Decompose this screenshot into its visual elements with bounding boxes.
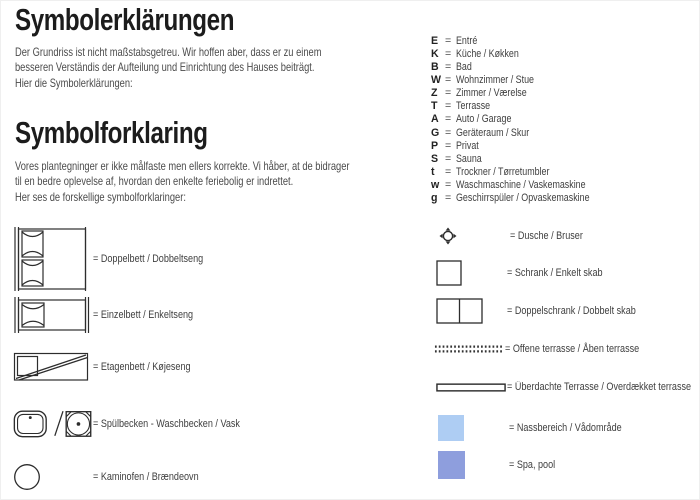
intro-danish-line: Her ses de forskellige symbolforklaringer: <box>15 189 186 204</box>
abbreviation-row <box>431 47 615 60</box>
abbreviation-row <box>431 192 615 205</box>
legend-row-covered-terrace <box>433 379 700 395</box>
legend-row-spa-pool <box>433 451 564 479</box>
abbrev-letter: w <box>431 179 440 192</box>
double-cabinet-icon <box>433 298 507 324</box>
legend-label: = Überdachte Terrasse / Overdækket terrasse <box>507 381 692 393</box>
equals-sign: = <box>445 73 452 86</box>
intro-german-line: Hier die Symbolerklärungen: <box>15 75 133 90</box>
equals-sign: = <box>445 34 452 47</box>
abbrev-label: Wohnzimmer / Stue <box>456 73 534 86</box>
equals-sign: = <box>445 152 452 165</box>
legend-label: = Einzelbett / Enkeltseng <box>93 309 194 321</box>
legend-row-open-terrace <box>433 341 665 357</box>
page-title-danish: Symbolforklaring <box>15 115 208 150</box>
legend-label: = Etagenbett / Køjeseng <box>93 361 191 373</box>
intro-german <box>15 45 321 91</box>
abbrev-letter: S <box>431 152 439 165</box>
equals-sign: = <box>445 139 452 152</box>
abbrev-label: Geschirrspüler / Opvaskemaskine <box>456 192 590 205</box>
legend-label: = Kaminofen / Brændeovn <box>93 471 199 483</box>
abbreviation-row <box>431 113 615 126</box>
abbreviation-list <box>431 34 615 205</box>
legend-row-single-cabinet <box>433 261 621 285</box>
abbreviation-row <box>431 126 615 139</box>
legend-label: = Spa, pool <box>509 459 556 471</box>
abbrev-label: Bad <box>456 60 472 73</box>
legend-row-stove <box>13 462 219 492</box>
abbrev-letter: g <box>431 192 438 205</box>
wet-area-icon <box>433 415 509 441</box>
abbrev-label: Zimmer / Værelse <box>456 87 527 100</box>
equals-sign: = <box>445 179 452 192</box>
abbreviation-row <box>431 34 615 47</box>
legend-label: = Schrank / Enkelt skab <box>507 267 603 279</box>
legend-row-single-bed <box>13 297 212 333</box>
equals-sign: = <box>445 126 452 139</box>
abbreviation-row <box>431 60 615 73</box>
bunk-bed-icon <box>13 352 93 382</box>
intro-german-line: Der Grundriss ist nicht maßstabsgetreu. Wir hoffen aber, dass er zu einem <box>15 45 322 59</box>
legend-row-double-cabinet <box>433 299 660 323</box>
abbrev-letter: B <box>431 60 439 73</box>
legend-row-bunk-bed <box>13 352 209 382</box>
legend-row-shower <box>433 225 597 247</box>
equals-sign: = <box>445 165 452 178</box>
abbrev-letter: K <box>431 47 439 60</box>
legend-label: = Nassbereich / Vådområde <box>509 422 622 434</box>
abbrev-label: Terrasse <box>456 100 491 113</box>
abbrev-letter: Z <box>431 87 438 100</box>
equals-sign: = <box>445 60 452 73</box>
intro-danish-line: til en bedre oplevelse af, hvordan den enkelte feriebolig er indrettet. <box>15 174 294 189</box>
legend-row-wet-area <box>433 415 643 441</box>
abbrev-label: Trockner / Tørretumbler <box>456 165 550 178</box>
abbrev-letter: A <box>431 113 439 126</box>
intro-danish <box>15 159 349 205</box>
abbrev-letter: t <box>431 165 435 178</box>
equals-sign: = <box>445 87 452 100</box>
abbrev-letter: E <box>431 34 439 47</box>
covered-terrace-icon <box>433 382 507 393</box>
open-terrace-icon <box>433 344 505 354</box>
sink-washbasin-icon <box>13 407 93 440</box>
abbrev-label: Entré <box>456 34 478 47</box>
equals-sign: = <box>445 100 452 113</box>
double-bed-icon <box>13 227 93 291</box>
abbreviation-row <box>431 165 615 178</box>
legend-label: = Doppelbett / Dobbeltseng <box>93 253 204 265</box>
abbreviation-row <box>431 73 615 86</box>
legend-row-sink <box>13 407 268 440</box>
abbrev-letter: T <box>431 100 438 113</box>
legend-label: = Doppelschrank / Dobbelt skab <box>507 305 636 317</box>
spa-pool-icon <box>433 451 509 479</box>
legend-label: = Offene terrasse / Åben terrasse <box>505 343 640 355</box>
equals-sign: = <box>445 192 452 205</box>
abbrev-label: Küche / Køkken <box>456 47 519 60</box>
abbreviation-row <box>431 87 615 100</box>
single-bed-icon <box>13 297 93 333</box>
abbreviation-row <box>431 100 615 113</box>
abbrev-label: Privat <box>456 139 479 152</box>
wood-stove-icon <box>13 462 93 492</box>
legend-label: = Dusche / Bruser <box>510 230 583 242</box>
shower-icon <box>433 227 510 245</box>
abbreviation-row <box>431 139 615 152</box>
abbreviation-row <box>431 152 615 165</box>
abbrev-label: Geräteraum / Skur <box>456 126 530 139</box>
abbreviation-row <box>431 179 615 192</box>
single-cabinet-icon <box>433 260 507 286</box>
equals-sign: = <box>445 47 452 60</box>
abbrev-letter: G <box>431 126 440 139</box>
equals-sign: = <box>445 113 452 126</box>
abbrev-letter: P <box>431 139 439 152</box>
abbrev-label: Waschmaschine / Vaskemaskine <box>456 179 586 192</box>
abbrev-label: Auto / Garage <box>456 113 512 126</box>
abbrev-label: Sauna <box>456 152 482 165</box>
abbrev-letter: W <box>431 73 441 86</box>
legend-row-double-bed <box>13 227 224 291</box>
page-title-german: Symbolerklärungen <box>15 2 235 37</box>
legend-label: = Spülbecken - Waschbecken / Vask <box>93 417 240 430</box>
intro-german-line: besseren Verständis der Aufteilung und Einrichtung des Hauses beiträgt. <box>15 60 315 75</box>
intro-danish-line: Vores plantegninger er ikke målfaste men ellers korrekte. Vi håber, at de bidrager <box>15 159 350 173</box>
